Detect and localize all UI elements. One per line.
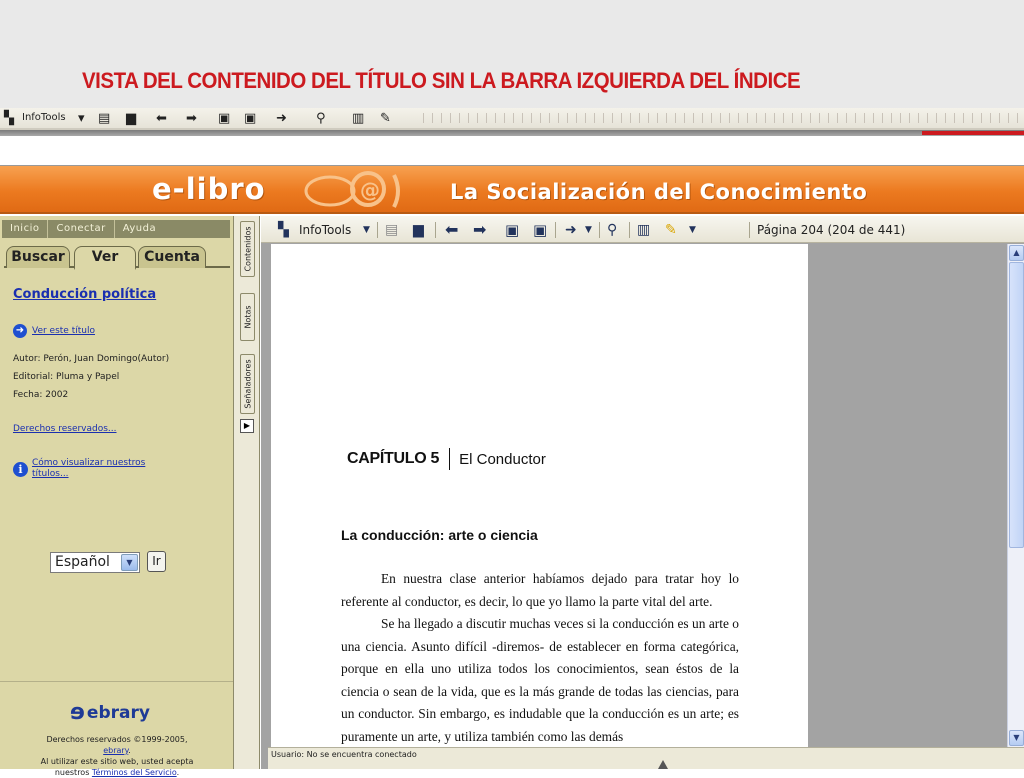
strip-handwriting bbox=[420, 113, 1020, 123]
book-date: Fecha: 2002 bbox=[13, 390, 69, 400]
zoom-icon: ⚲ bbox=[316, 111, 326, 126]
highlight-icon: ✎ bbox=[380, 111, 391, 126]
footer-copyright: Derechos reservados ©1999-2005, ebrary. Al utilizar este sitio web, usted acepta nuestros Términos del Servicio. bbox=[0, 734, 234, 778]
infotools-icon[interactable]: ▚ bbox=[278, 222, 289, 238]
info-icon: i bbox=[13, 462, 28, 477]
infotools-button[interactable]: InfoTools bbox=[299, 223, 352, 237]
copy-icon[interactable]: ▤ bbox=[385, 222, 399, 238]
nav-ayuda[interactable]: Ayuda bbox=[122, 223, 157, 234]
bookmark-icon[interactable]: ▥ bbox=[637, 222, 651, 238]
bookmark-icon: ▥ bbox=[352, 111, 365, 126]
toolbar-separator bbox=[749, 222, 750, 238]
language-value: Español bbox=[55, 554, 110, 570]
infotools-icon: ▚ bbox=[4, 111, 14, 126]
tab-contenidos-label: Contenidos bbox=[243, 226, 252, 272]
tab-ver[interactable]: Ver bbox=[74, 246, 136, 270]
book-title-link[interactable]: Conducción política bbox=[13, 287, 157, 302]
tab-notas-label: Notas bbox=[243, 305, 252, 329]
footer-line3: nuestros bbox=[54, 768, 90, 777]
forward-arrow-icon: ➡ bbox=[186, 111, 197, 126]
nav-conectar[interactable]: Conectar bbox=[48, 220, 114, 238]
footer-ebrary-link[interactable]: ebrary bbox=[103, 746, 129, 755]
page-body bbox=[341, 568, 739, 747]
chapter-number: CAPÍTULO 5 bbox=[347, 450, 440, 467]
reader-pane bbox=[261, 216, 1024, 769]
footer-line2: Al utilizar este sitio web, usted acepta bbox=[40, 757, 194, 766]
arrow-right-icon: ➜ bbox=[13, 324, 27, 338]
vertical-tab-strip bbox=[234, 216, 260, 769]
ebrary-logo bbox=[70, 700, 150, 725]
tab-contenidos[interactable] bbox=[240, 221, 255, 277]
back-arrow-icon[interactable]: ⬅ bbox=[445, 220, 459, 239]
goto-dropdown-icon[interactable]: ▼ bbox=[585, 225, 592, 235]
goto-page-icon[interactable]: ➜ bbox=[565, 222, 577, 238]
paragraph: Se ha llegado a discutir muchas veces si la conducción es un arte o una ciencia. Asunto difícil -diremos- de establecer en forma categórica, porque en ella uno utiliza todos los conocimientos, sean éstos de la ciencia o sean de la vida, que es la más grande de todas las ciencias, para un conductor. Sin embargo, es indudable que la conducción es un arte; es puramente un arte, y utiliza también como las demás bbox=[341, 616, 739, 744]
status-text: Usuario: No se encuentra conectado bbox=[271, 750, 417, 759]
banner bbox=[0, 166, 1024, 214]
print-icon: ▆ bbox=[126, 111, 136, 126]
toolbar-separator bbox=[435, 222, 436, 238]
scroll-up-icon[interactable]: ▲ bbox=[1009, 245, 1024, 261]
slide-title: VISTA DEL CONTENIDO DEL TÍTULO SIN LA BARRA IZQUIERDA DEL ÍNDICE bbox=[82, 68, 801, 93]
language-select[interactable] bbox=[50, 552, 140, 573]
tab-senaladores[interactable] bbox=[240, 354, 255, 414]
background-toolbar-strip bbox=[0, 108, 1024, 130]
previous-page-icon[interactable]: ▣ bbox=[505, 221, 520, 239]
reader-toolbar bbox=[261, 216, 1024, 243]
back-arrow-icon: ⬅ bbox=[156, 111, 167, 126]
scroll-thumb[interactable] bbox=[1009, 262, 1024, 548]
chapter-title: El Conductor bbox=[459, 450, 546, 468]
at-sign-icon bbox=[290, 169, 440, 211]
page-indicator: Página 204 (204 de 441) bbox=[757, 223, 906, 237]
print-icon[interactable]: ▆ bbox=[413, 222, 424, 238]
chapter-divider bbox=[449, 448, 450, 470]
slide-header bbox=[0, 0, 1024, 108]
toolbar-separator bbox=[629, 222, 630, 238]
book-page bbox=[271, 244, 808, 747]
scroll-down-icon[interactable]: ▼ bbox=[1009, 730, 1024, 746]
tab-cuenta[interactable]: Cuenta bbox=[138, 246, 206, 268]
footer-line1: Derechos reservados ©1999-2005, bbox=[46, 735, 188, 744]
book-author: Autor: Perón, Juan Domingo(Autor) bbox=[13, 354, 170, 364]
ebrary-wordmark: ebrary bbox=[86, 702, 150, 723]
infotools-dropdown-icon[interactable]: ▼ bbox=[363, 225, 370, 235]
highlight-icon[interactable]: ✎ bbox=[665, 222, 677, 238]
sidebar-tabs bbox=[4, 244, 230, 268]
dropdown-icon: ▾ bbox=[78, 111, 85, 126]
svg-text:@: @ bbox=[360, 178, 380, 202]
strip-accent bbox=[922, 131, 1024, 135]
nav-inicio[interactable]: Inicio bbox=[2, 220, 48, 238]
tab-senaladores-label: Señaladores bbox=[243, 359, 252, 409]
goto-icon: ➜ bbox=[276, 111, 287, 126]
ebrary-mark-icon: ɘ bbox=[70, 700, 85, 725]
strip-infotools-label: InfoTools bbox=[22, 112, 66, 123]
info-row bbox=[13, 458, 182, 480]
paragraph: En nuestra clase anterior habíamos dejado para tratar hoy lo referente al conductor, es decir, lo que yo llamo la parte vital del arte. bbox=[341, 571, 739, 609]
toolbar-separator bbox=[377, 222, 378, 238]
chevron-down-icon[interactable]: ▼ bbox=[121, 554, 138, 571]
next-page-icon: ▣ bbox=[244, 111, 257, 126]
tab-buscar[interactable]: Buscar bbox=[6, 246, 70, 268]
copy-icon: ▤ bbox=[98, 111, 111, 126]
zoom-icon[interactable]: ⚲ bbox=[607, 222, 618, 238]
go-button[interactable]: Ir bbox=[147, 551, 166, 572]
banner-tagline: La Socialización del Conocimiento bbox=[450, 180, 868, 204]
section-heading: La conducción: arte o ciencia bbox=[341, 527, 538, 543]
how-to-view-link[interactable]: Cómo visualizar nuestros títulos... bbox=[32, 458, 146, 479]
expand-panel-icon[interactable]: ▶ bbox=[240, 419, 254, 433]
chapter-heading bbox=[347, 448, 546, 470]
tab-notas[interactable] bbox=[240, 293, 255, 341]
view-title-link[interactable]: Ver este título bbox=[32, 326, 95, 336]
view-title-row bbox=[13, 324, 95, 338]
toolbar-separator bbox=[599, 222, 600, 238]
status-bar bbox=[268, 747, 1024, 769]
prev-page-icon: ▣ bbox=[218, 111, 231, 126]
next-page-icon[interactable]: ▣ bbox=[533, 221, 548, 239]
page-scrollbar[interactable] bbox=[1007, 244, 1024, 747]
sidebar-divider bbox=[0, 681, 233, 682]
top-nav bbox=[2, 220, 230, 238]
book-publisher: Editorial: Pluma y Papel bbox=[13, 372, 120, 382]
brand-logo[interactable]: e-libro bbox=[152, 172, 266, 206]
toolbar-separator bbox=[555, 222, 556, 238]
ebook-app bbox=[0, 165, 1024, 777]
sidebar bbox=[0, 216, 234, 777]
highlight-dropdown-icon[interactable]: ▼ bbox=[689, 225, 696, 235]
forward-arrow-icon[interactable]: ➡ bbox=[473, 220, 487, 239]
strip-shadow bbox=[0, 130, 1024, 136]
rights-link[interactable]: Derechos reservados... bbox=[13, 424, 117, 434]
terms-link[interactable]: Términos del Servicio bbox=[91, 768, 177, 777]
